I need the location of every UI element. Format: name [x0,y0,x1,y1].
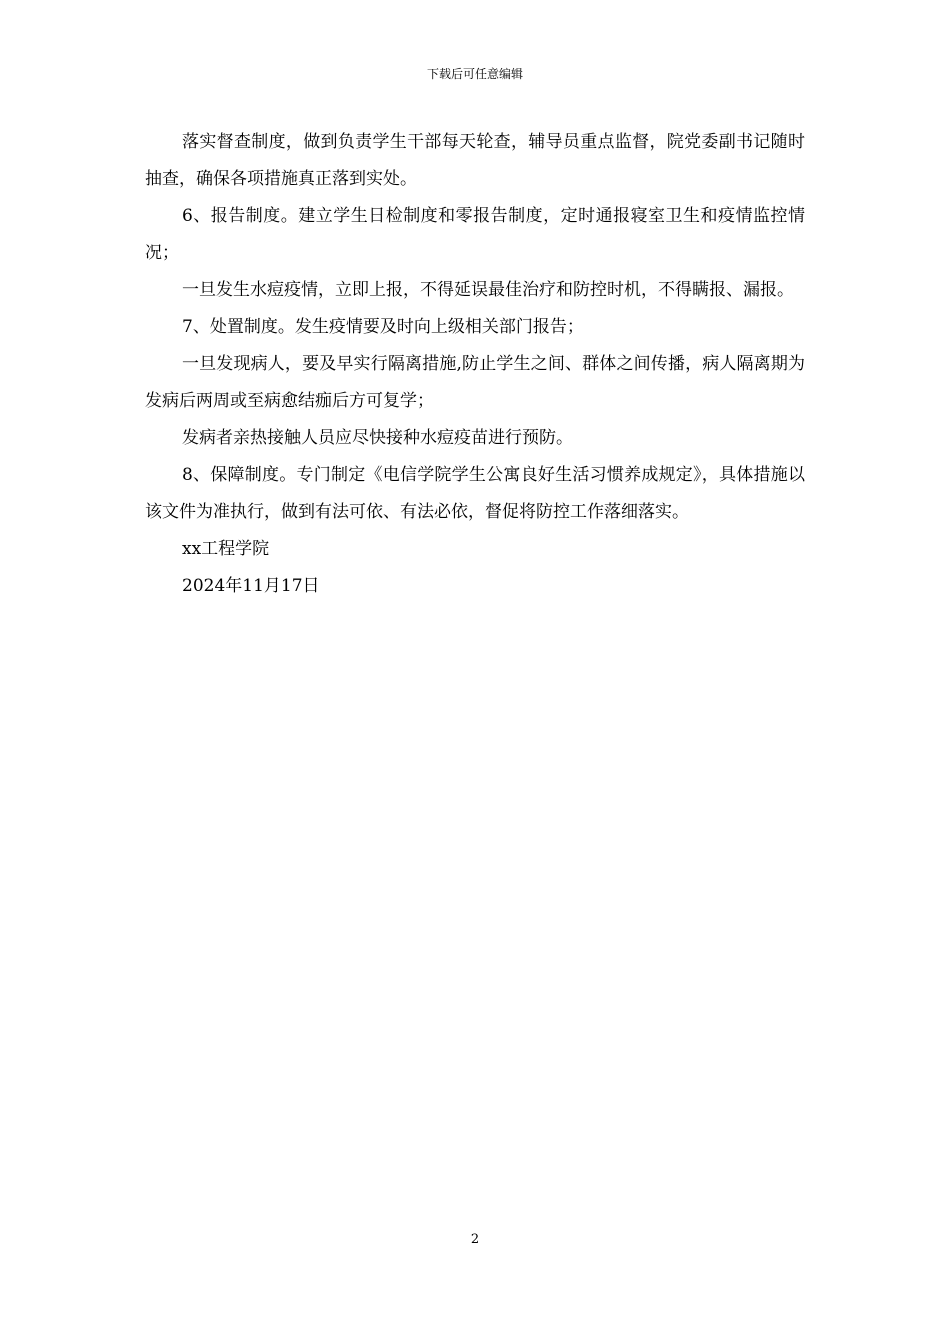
page-number: 2 [470,1232,480,1247]
paragraph-isolation: 一旦发现病人，要及早实行隔离措施,防止学生之间、群体之间传播，病人隔离期为发病后两周或至病愈结痂后方可复学； [145,354,805,411]
page-header: 下载后可任意编辑 [426,67,523,81]
document-body [145,124,805,605]
paragraph-vaccination: 发病者亲热接触人员应尽快接种水痘疫苗进行预防。 [182,428,573,448]
paragraph-handling-system: 7、处置制度。发生疫情要及时向上级相关部门报告； [182,317,584,337]
paragraph-inspection: 落实督查制度，做到负责学生干部每天轮查，辅导员重点监督，院党委副书记随时抽查，确保各项措施真正落到实处。 [145,132,805,189]
paragraph-outbreak-report: 一旦发生水痘疫情，立即上报，不得延误最佳治疗和防控时机，不得瞒报、漏报。 [182,280,794,300]
paragraph-reporting-system: 6、报告制度。建立学生日检制度和零报告制度，定时通报寝室卫生和疫情监控情况； [145,206,805,263]
signature-date: 2024年11月17日 [182,576,320,596]
paragraph-guarantee-system: 8、保障制度。专门制定《电信学院学生公寓良好生活习惯养成规定》，具体措施以该文件为准执行，做到有法可依、有法必依，督促将防控工作落细落实。 [145,465,805,522]
signature-institution: xx工程学院 [182,539,270,559]
